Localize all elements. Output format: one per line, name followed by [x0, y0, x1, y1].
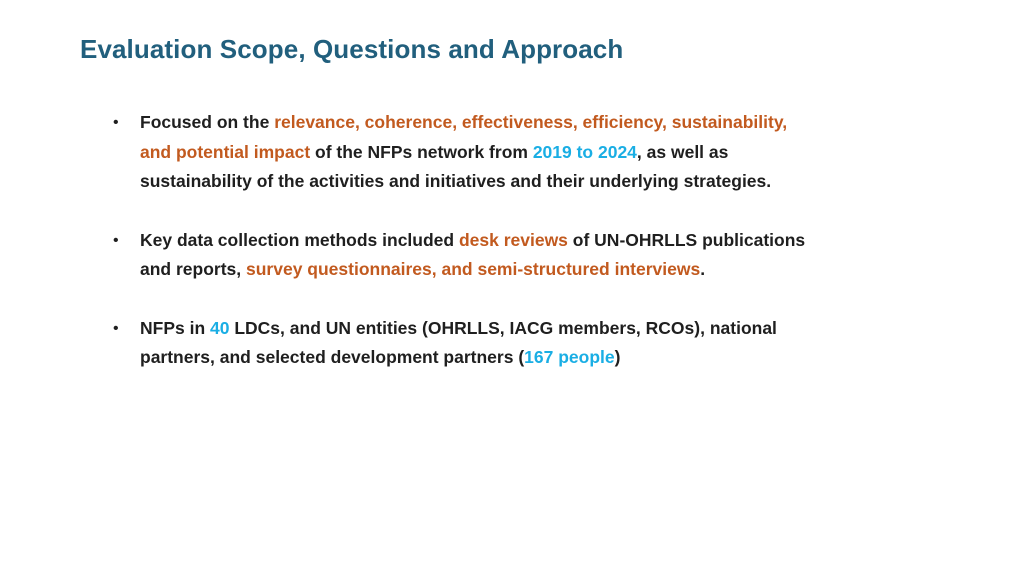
bullet-text: [140, 318, 777, 368]
highlight-period: 2019 to 2024: [532, 141, 637, 162]
text-segment: , as well as sustainability of the activities and initiatives and their underlying strategies.: [140, 141, 772, 191]
highlight-people-count: 167 people: [524, 347, 615, 367]
text-segment: of UN-OHRLLS publications and reports,: [140, 229, 806, 279]
bullet-item-methods: [113, 226, 813, 285]
slide-title: Evaluation Scope, Questions and Approach: [80, 34, 624, 64]
highlight-desk-reviews: desk reviews: [458, 229, 568, 250]
highlight-ldc-count: 40: [210, 317, 230, 338]
bullet-text: [140, 112, 787, 191]
bullet-point-icon: •: [113, 231, 119, 249]
bullet-text: [140, 230, 805, 280]
bullet-point-icon: •: [113, 114, 119, 131]
text-segment: of the NFPs network from: [310, 141, 533, 162]
bullet-list: [113, 108, 813, 373]
highlight-criteria: relevance, coherence, effectiveness, efficiency, sustainability, and potential impact: [140, 112, 788, 162]
text-segment: .: [700, 259, 706, 279]
highlight-surveys-interviews: survey questionnaires, and semi-structured interviews: [246, 259, 701, 279]
text-segment: LDCs, and UN entities (OHRLLS, IACG members, RCOs), national partners, and selected development partners (: [140, 317, 777, 367]
bullet-item-participants: [113, 314, 813, 373]
bullet-item-scope: [113, 108, 813, 197]
bullet-point-icon: •: [113, 319, 119, 337]
text-segment: Key data collection methods included: [140, 229, 459, 250]
text-segment: Focused on the: [140, 112, 275, 132]
text-segment: ): [614, 347, 621, 367]
text-segment: NFPs in: [140, 317, 211, 338]
